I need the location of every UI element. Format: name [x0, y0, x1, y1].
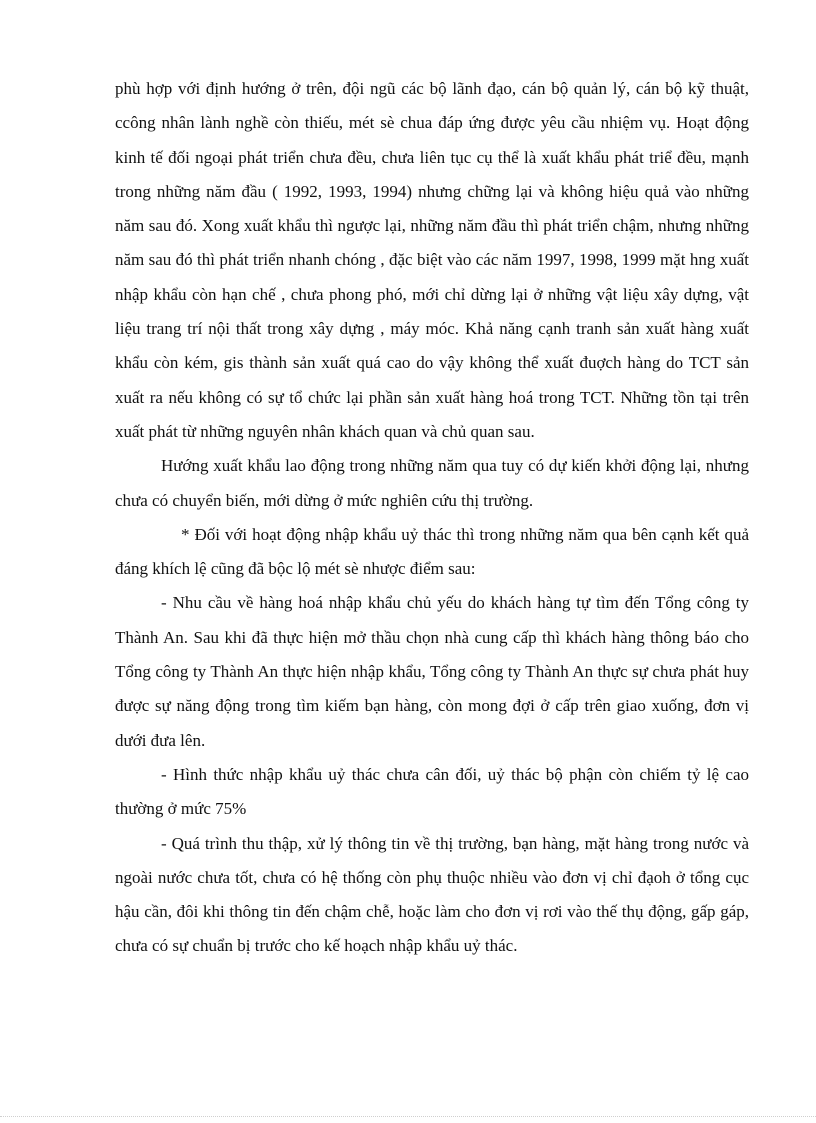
document-body [115, 72, 749, 964]
paragraph-bullet-form: - Hình thức nhập khẩu uỷ thác chưa cân đối, uỷ thác bộ phận còn chiếm tỷ lệ cao thường ở mức 75% [115, 764, 749, 819]
paragraph-bullet-information: - Quá trình thu thập, xử lý thông tin về thị trường, bạn hàng, mặt hàng trong nước và ngoài nước chưa tốt, chưa có hệ thống còn phụ thuộc nhiều vào đơn vị chỉ đạoh ở tổng cục hậu cần, đôi khi thông tin đến chậm chễ, hoặc làm cho đơn vị rơi vào thế thụ động, gấp gáp, chưa có sự chuẩn bị trước cho kế hoạch nhập khẩu uỷ thác. [115, 833, 749, 956]
paragraph-bullet-demand: - Nhu cầu về hàng hoá nhập khẩu chủ yếu do khách hàng tự tìm đến Tổng công ty Thành An. Sau khi đã thực hiện mở thầu chọn nhà cung cấp thì khách hàng thông báo cho Tổng công ty Thành An thực hiện nhập khẩu, Tổng công ty Thành An thực sự chưa phát huy được sự năng động trong tìm kiếm bạn hàng, còn mong đợi ở cấp trên giao xuống, đơn vị dưới đưa lên. [115, 593, 749, 750]
paragraph-import-intro: * Đối với hoạt động nhập khẩu uỷ thác thì trong những năm qua bên cạnh kết quả đáng khích lệ cũng đã bộc lộ mét sè nhược điểm sau: [115, 524, 749, 579]
page-bottom-divider [0, 1116, 816, 1117]
paragraph-labor-export: Hướng xuất khẩu lao động trong những năm qua tuy có dự kiến khởi động lại, nhưng chưa có chuyển biến, mới dừng ở mức nghiên cứu thị trường. [115, 456, 749, 510]
paragraph-continuation: phù hợp với định hướng ở trên, đội ngũ các bộ lãnh đạo, cán bộ quản lý, cán bộ kỹ thuật, ccông nhân lành nghề còn thiếu, mét sè chua đáp ứng được yêu cầu nhiệm vụ. Hoạt động kinh tế đối ngoại phát triển chưa đều, chưa liên tục cụ thể là xuất khẩu phát triể đều, mạnh trong những năm đầu ( 1992, 1993, 1994) nhưng chững lại và không hiệu quả vào những năm sau đó. Xong xuất khẩu thì ngược lại, những năm đầu thì phát triển chậm, nhưng những năm sau đó thì phát triển nhanh chóng , đặc biệt vào các năm 1997, 1998, 1999 mặt hng xuất nhập khẩu còn hạn chế , chưa phong phó, mới chỉ dừng lại ở những vật liệu xây dựng, vật liệu trang trí nội thất trong xây dựng , máy móc. Khả năng cạnh tranh sản xuất hàng xuất khẩu còn kém, gis thành sản xuất quá cao do vậy không thể xuất đuợch hàng do TCT sản xuất ra nếu không có sự tổ chức lại phần sản xuất hàng hoá trong TCT. Những tồn tại trên xuất phát từ những nguyên nhân khách quan và chủ quan sau. [115, 79, 749, 441]
